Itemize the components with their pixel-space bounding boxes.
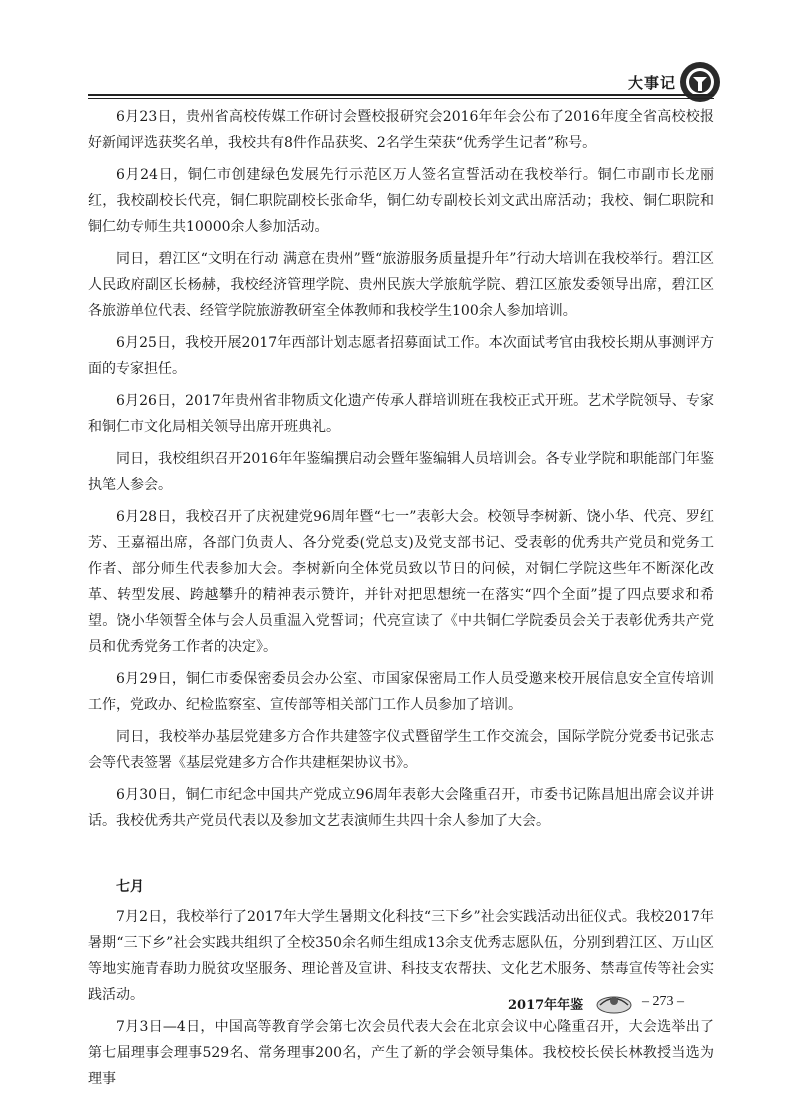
entry-paragraph: 6月24日，铜仁市创建绿色发展先行示范区万人签名宣誓活动在我校举行。铜仁市副市长龙丽红，我校副校长代亮，铜仁职院副校长张命华，铜仁幼专副校长刘文武出席活动；我校、铜仁职院和铜仁幼专师生共10000余人参加活动。 xyxy=(88,167,714,235)
header-rule-thin xyxy=(88,98,714,99)
page-number: – 273 – xyxy=(642,994,684,1009)
yearbook-label: 2017年年鉴 xyxy=(508,998,584,1013)
header-rule xyxy=(88,94,714,96)
entry-paragraph: 同日，我校举办基层党建多方合作共建签字仪式暨留学生工作交流会，国际学院分党委书记张志会等代表签署《基层党建多方合作共建框架协议书》。 xyxy=(88,729,714,771)
entry-paragraph: 6月26日，2017年贵州省非物质文化遗产传承人群培训班在我校正式开班。艺术学院领导、专家和铜仁市文化局相关领导出席开班典礼。 xyxy=(88,393,714,435)
entry-paragraph: 6月25日，我校开展2017年西部计划志愿者招募面试工作。本次面试考官由我校长期从事测评方面的专家担任。 xyxy=(88,335,714,377)
entry-paragraph: 6月29日，铜仁市委保密委员会办公室、市国家保密局工作人员受邀来校开展信息安全宣传培训工作，党政办、纪检监察室、宣传部等相关部门工作人员参加了培训。 xyxy=(88,671,714,713)
month-heading: 七月 xyxy=(116,879,144,895)
entry-paragraph: 6月28日，我校召开了庆祝建党96周年暨“七一”表彰大会。校领导李树新、饶小华、代亮、罗红芳、王嘉福出席，各部门负责人、各分党委(党总支)及党支部书记、受表彰的优秀共产党员和党务工作者、部分师生代表参加大会。李树新向全体党员致以节日的问候，对铜仁学院这些年不断深化改革、转型发展、跨越攀升的精神表示赞许，并针对把思想统一在落实“四个全面”提了四点要求和希望。饶小华领誓全体与会人员重温入党誓词；代亮宣读了《中共铜仁学院委员会关于表彰优秀共产党员和优秀党务工作者的决定》。 xyxy=(88,509,714,655)
entry-paragraph: 7月3日—4日，中国高等教育学会第七次会员代表大会在北京会议中心隆重召开，大会选举出了第七届理事会理事529名、常务理事200名，产生了新的学会领导集体。我校校长侯长林教授当选为理事 xyxy=(88,1019,714,1087)
entry-paragraph: 6月30日，铜仁市纪念中国共产党成立96周年表彰大会隆重召开，市委书记陈昌旭出席会议并讲话。我校优秀共产党员代表以及参加文艺表演师生共四十余人参加了大会。 xyxy=(88,787,714,829)
entry-paragraph: 同日，碧江区“文明在行动 满意在贵州”暨“旅游服务质量提升年”行动大培训在我校举行。碧江区人民政府副区长杨赫，我校经济管理学院、贵州民族大学旅航学院、碧江区旅发委领导出席，碧江区各旅游单位代表、经管学院旅游教研室全体教师和我校学生100余人参加培训。 xyxy=(88,251,714,319)
entry-paragraph: 6月23日，贵州省高校传媒工作研讨会暨校报研究会2016年年会公布了2016年度全省高校校报好新闻评选获奖名单，我校共有8件作品获奖、2名学生荣获“优秀学生记者”称号。 xyxy=(88,109,714,151)
section-title: 大事记 xyxy=(627,74,676,92)
article-body xyxy=(88,104,714,1098)
running-header xyxy=(88,62,714,98)
yearbook-emblem-icon xyxy=(594,990,634,1016)
entry-paragraph: 同日，我校组织召开2016年年鉴编撰启动会暨年鉴编辑人员培训会。各专业学院和职能部门年鉴执笔人参会。 xyxy=(88,451,714,493)
entry-paragraph: 7月2日，我校举行了2017年大学生暑期文化科技“三下乡”社会实践活动出征仪式。我校2017年暑期“三下乡”社会实践共组织了全校350余名师生组成13余支优秀志愿队伍，分别到碧江区、万山区等地实施青春助力脱贫攻坚服务、理论普及宣讲、科技支农帮扶、文化艺术服务、禁毒宣传等社会实践活动。 xyxy=(88,909,714,1003)
page-footer xyxy=(508,992,728,1018)
